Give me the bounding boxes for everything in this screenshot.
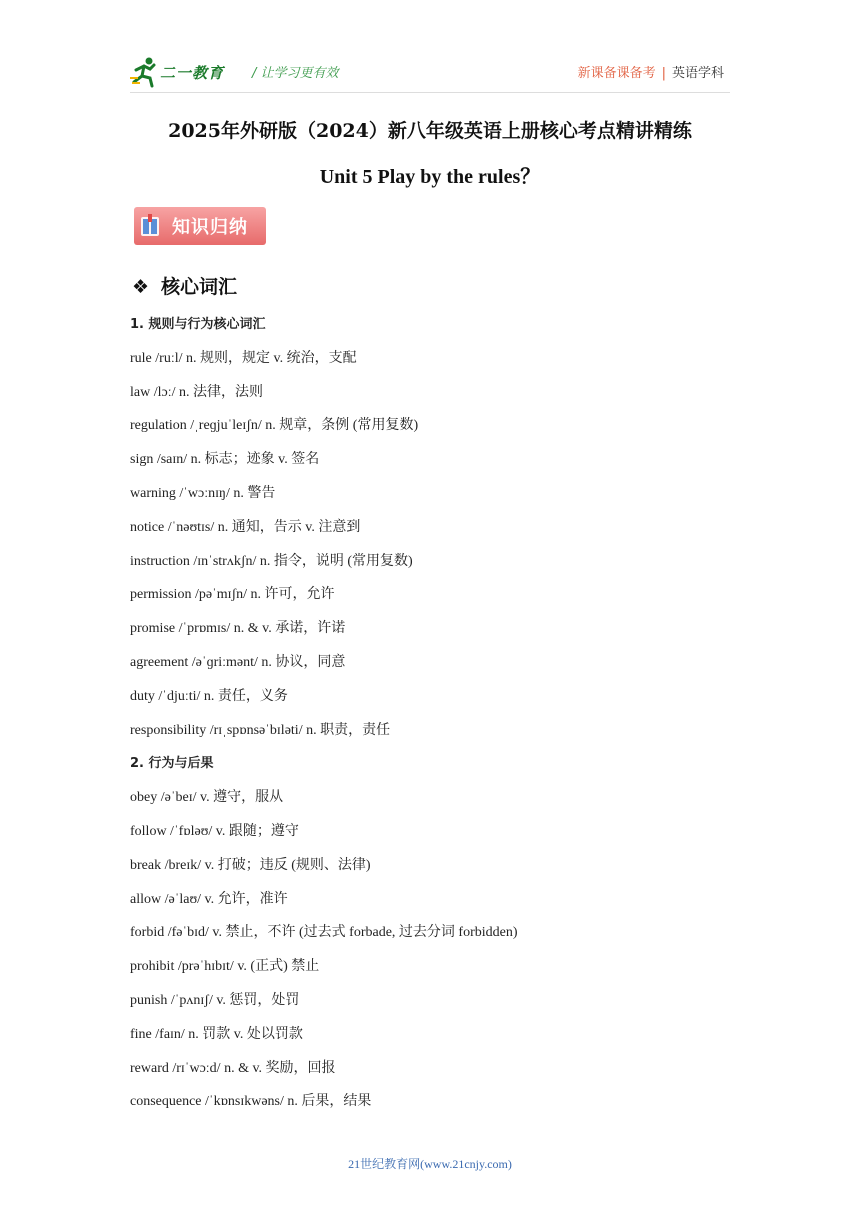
vocab-entry: fine /faɪn/ n. 罚款 v. 处以罚款 <box>130 1026 303 1042</box>
subsection-heading: 2. 行为与后果 <box>130 756 214 772</box>
vocab-entry: allow /əˈlaʊ/ v. 允许，准许 <box>130 891 288 907</box>
diamond-bullet-icon: ❖ <box>132 276 150 298</box>
vocab-entry: warning /ˈwɔːnɪŋ/ n. 警告 <box>130 485 276 501</box>
vocab-entry: duty /ˈdjuːti/ n. 责任，义务 <box>130 688 288 704</box>
vocab-entry: agreement /əˈɡriːmənt/ n. 协议，同意 <box>130 654 346 670</box>
vocab-entry: regulation /ˌreɡjuˈleɪʃn/ n. 规章，条例 (常用复数) <box>130 418 419 434</box>
header-right <box>578 62 724 81</box>
section-badge <box>134 207 266 245</box>
vocab-entry: permission /pəˈmɪʃn/ n. 许可，允许 <box>130 587 335 603</box>
header-separator: | <box>661 66 666 81</box>
vocab-entry: instruction /ɪnˈstrʌkʃn/ n. 指令，说明 (常用复数) <box>130 553 413 569</box>
vocab-entry: follow /ˈfɒləʊ/ v. 跟随；遵守 <box>130 823 299 839</box>
subsection-heading: 1. 规则与行为核心词汇 <box>130 317 266 332</box>
book-icon <box>140 214 160 238</box>
slogan: / 让学习更有效 <box>252 66 339 81</box>
vocab-entry: reward /rɪˈwɔːd/ n. & v. 奖励，回报 <box>130 1060 336 1076</box>
vocab-entry: consequence /ˈkɒnsɪkwəns/ n. 后果，结果 <box>130 1094 372 1110</box>
brand-logo <box>130 56 240 88</box>
logo-text: 二一教育 <box>160 64 225 82</box>
vocab-entry: rule /ruːl/ n. 规则，规定 v. 统治，支配 <box>130 350 357 366</box>
page-header <box>130 52 730 92</box>
page-footer: 21世纪教育网(www.21cnjy.com) <box>348 1157 512 1171</box>
vocab-entry: obey /əˈbeɪ/ v. 遵守，服从 <box>130 790 284 806</box>
vocab-entry: break /breɪk/ v. 打破；违反 (规则、法律) <box>130 857 371 873</box>
header-tag-red: 新课备课备考 <box>577 66 656 81</box>
vocab-list <box>130 314 750 1125</box>
runner-logo-icon <box>130 56 160 88</box>
unit-title: Unit 5 Play by the rules？ <box>319 166 541 188</box>
header-divider <box>130 92 730 93</box>
vocab-entry: forbid /fəˈbɪd/ v. 禁止，不许 (过去式 forbade, 过去分词 forbidden) <box>130 925 518 941</box>
vocab-entry: responsibility /rɪˌspɒnsəˈbɪləti/ n. 职责，责任 <box>130 722 391 738</box>
vocab-entry: prohibit /prəˈhɪbɪt/ v. (正式) 禁止 <box>130 959 320 975</box>
section-heading-text: 核心词汇 <box>161 276 238 298</box>
vocab-entry: notice /ˈnəʊtɪs/ n. 通知，告示 v. 注意到 <box>130 519 361 535</box>
header-subject: 英语学科 <box>671 66 724 81</box>
vocab-entry: punish /ˈpʌnɪʃ/ v. 惩罚，处罚 <box>130 992 300 1008</box>
vocab-entry: law /lɔː/ n. 法律，法则 <box>130 384 263 400</box>
badge-label: 知识归纳 <box>172 217 248 238</box>
vocab-entry: promise /ˈprɒmɪs/ n. & v. 承诺，许诺 <box>130 621 346 637</box>
document-title: 2025年外研版（2024）新八年级英语上册核心考点精讲精练 <box>168 120 692 142</box>
section-heading <box>132 272 237 299</box>
vocab-entry: sign /saɪn/ n. 标志；迹象 v. 签名 <box>130 452 320 468</box>
